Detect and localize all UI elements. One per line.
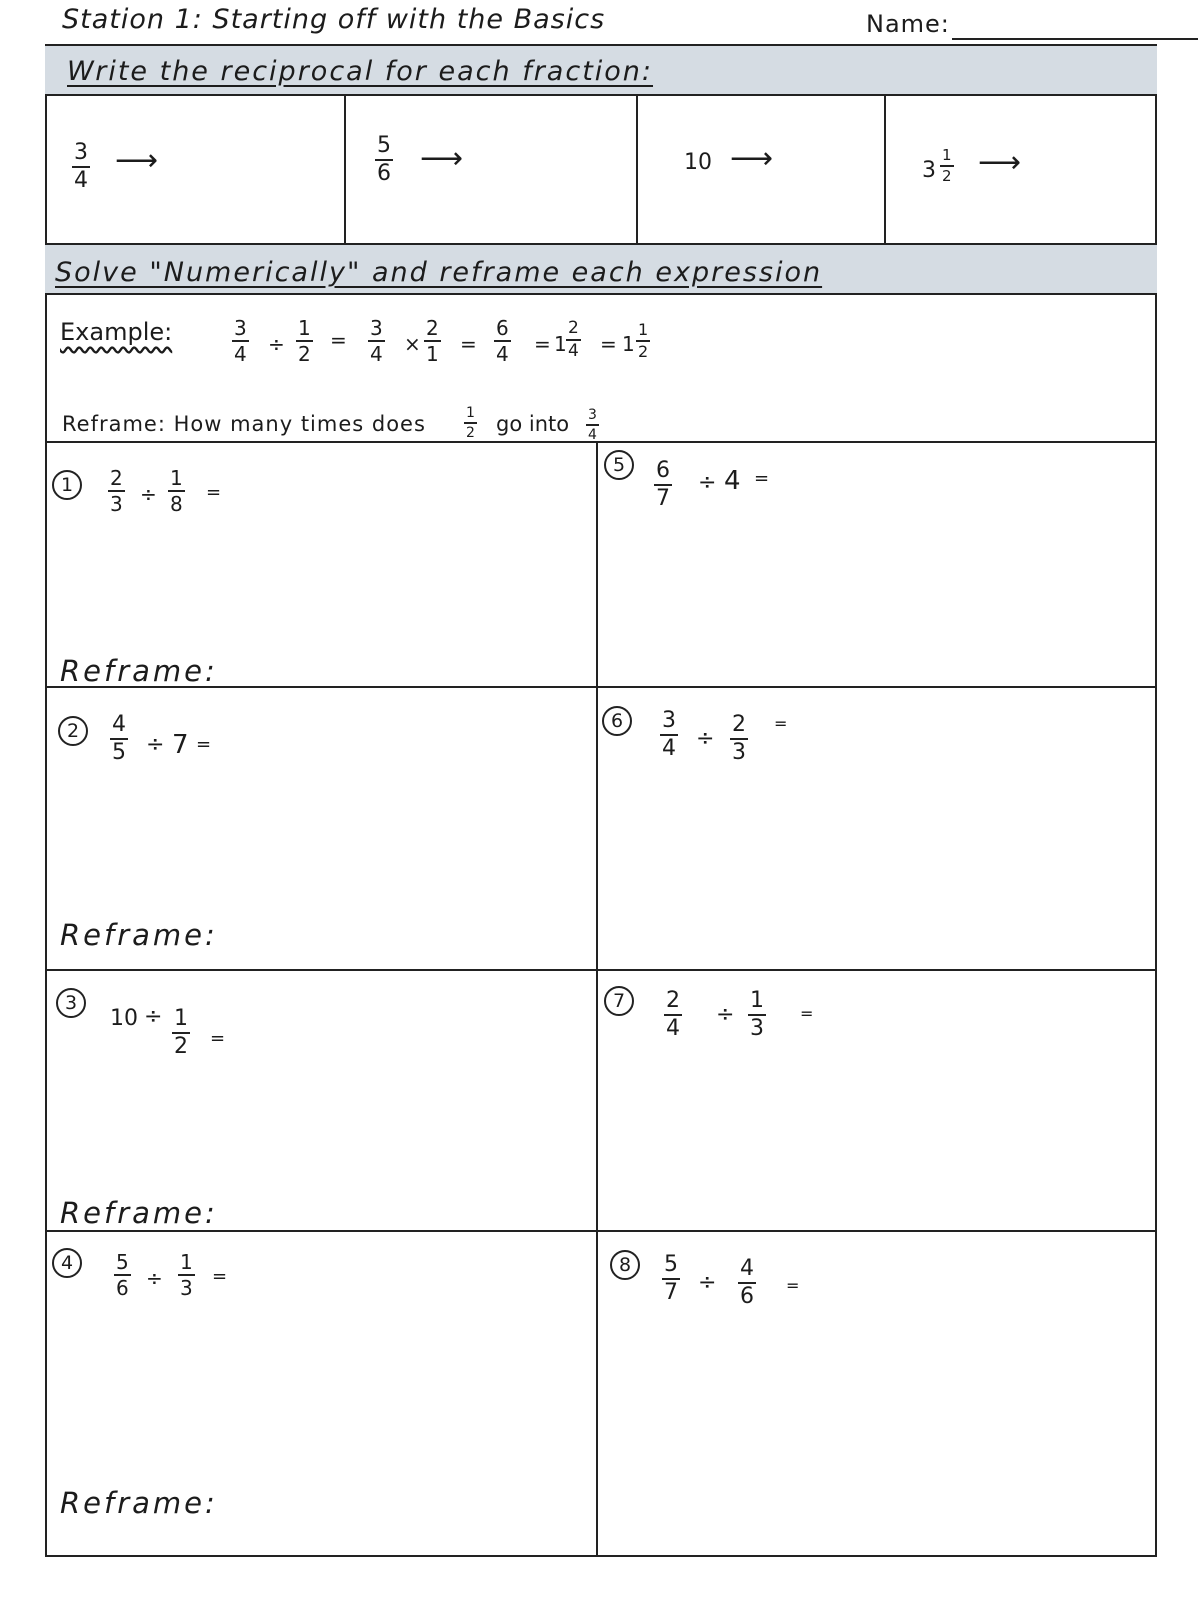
name-label: Name: [866, 10, 950, 38]
problem-number: 8 [610, 1250, 640, 1280]
problem-number: 1 [52, 470, 82, 500]
worksheet-title: Station 1: Starting off with the Basics [62, 4, 606, 35]
fraction: $\frac{1}{2}$ [942, 146, 952, 185]
name-line[interactable] [952, 38, 1198, 40]
section1-band [45, 44, 1157, 96]
reframe-label: Reframe: [60, 918, 218, 952]
section2-heading: Solve "Numerically" and reframe each expression [55, 257, 823, 288]
fraction: $\frac{3}{4}$ [74, 140, 88, 193]
problem-number: 7 [604, 986, 634, 1016]
section1-heading: Write the reciprocal for each fraction: [67, 56, 654, 87]
arrow-icon: ⟶ [420, 141, 464, 176]
reframe-label: Reframe: [60, 654, 218, 688]
arrow-icon: ⟶ [115, 143, 159, 178]
section2-band [45, 243, 1157, 295]
problem-number: 3 [56, 988, 86, 1018]
reframe-label: Reframe: [60, 1486, 218, 1520]
arrow-icon: ⟶ [978, 145, 1022, 180]
problem-number: 2 [58, 716, 88, 746]
reframe-label: Reframe: [60, 1196, 218, 1230]
example-label: Example: [60, 318, 173, 346]
problem-number: 4 [52, 1248, 82, 1278]
whole-number: 10 [684, 150, 712, 175]
problem-number: 6 [602, 706, 632, 736]
arrow-icon: ⟶ [730, 141, 774, 176]
whole-number: 3 [922, 158, 936, 183]
problem-number: 5 [604, 450, 634, 480]
fraction: $\frac{5}{6}$ [377, 133, 391, 186]
